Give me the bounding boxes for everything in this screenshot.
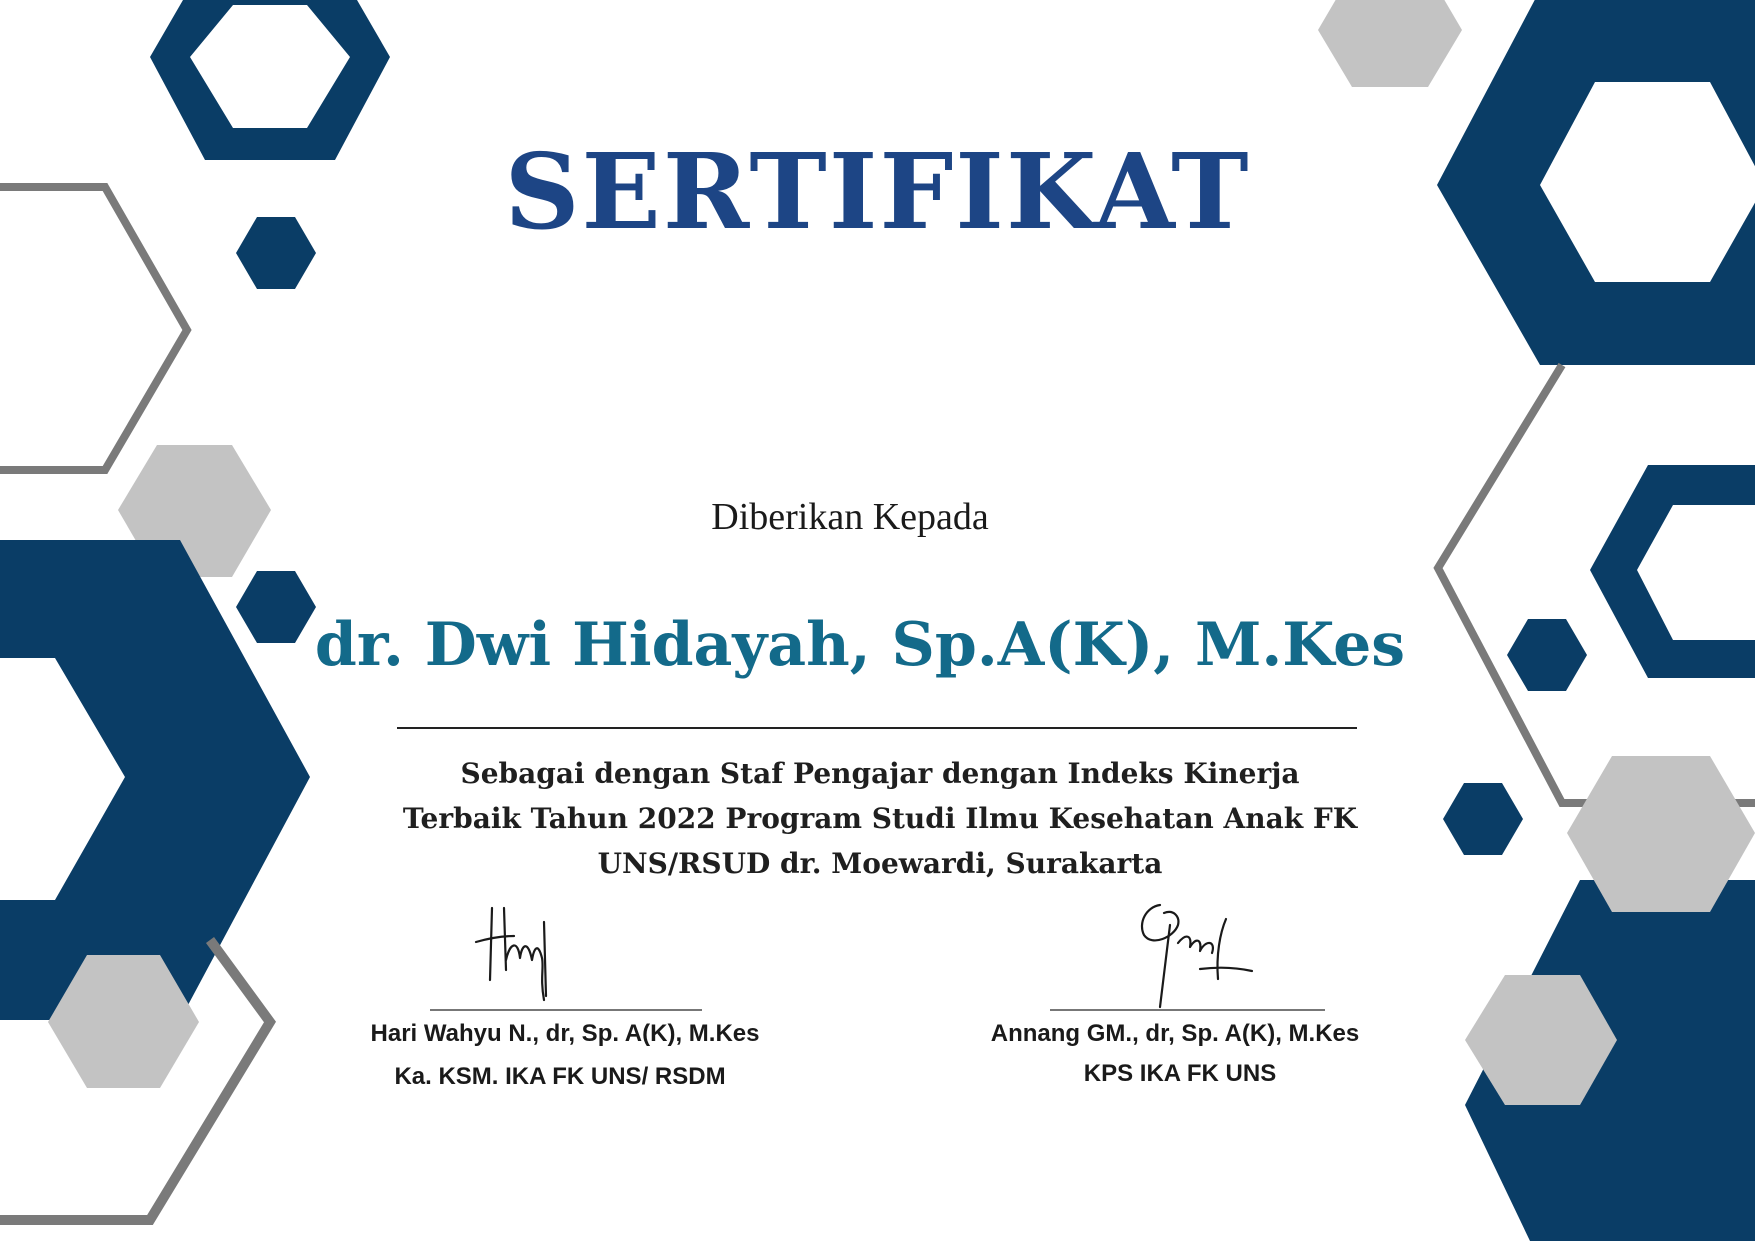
handwritten-signature-left [470, 900, 600, 1010]
small-hexagon-right-1 [1507, 619, 1587, 691]
signature-line-right [1050, 1009, 1325, 1011]
signatory-name-right: Annang GM., dr, Sp. A(K), M.Kes [990, 1020, 1360, 1047]
given-to-label: Diberikan Kepada [711, 496, 989, 538]
outline-hexagon-right [1438, 365, 1755, 803]
signature-line-left [430, 1009, 702, 1011]
handwritten-signature-right [1130, 895, 1270, 1015]
signatory-role-right: KPS IKA FK UNS [1083, 1060, 1277, 1087]
certificate-title: SERTIFIKAT [504, 130, 1251, 253]
signatory-name-left: Hari Wahyu N., dr, Sp. A(K), M.Kes [370, 1020, 760, 1047]
description-line-1: Sebagai dengan Staf Pengajar dengan Indeks Kinerja [460, 757, 1300, 790]
small-hexagon-right-2 [1443, 783, 1523, 855]
gray-hexagon-top-right [1318, 0, 1462, 87]
description-line-2: Terbaik Tahun 2022 Program Studi Ilmu Kesehatan Anak FK [402, 802, 1358, 835]
recipient-name: dr. Dwi Hidayah, Sp.A(K), M.Kes [314, 610, 1406, 680]
recipient-underline [397, 727, 1357, 729]
signatory-role-left: Ka. KSM. IKA FK UNS/ RSDM [394, 1063, 726, 1090]
description-line-3: UNS/RSUD dr. Moewardi, Surakarta [597, 847, 1163, 880]
hexagon-ring-right-mid [1590, 465, 1755, 678]
